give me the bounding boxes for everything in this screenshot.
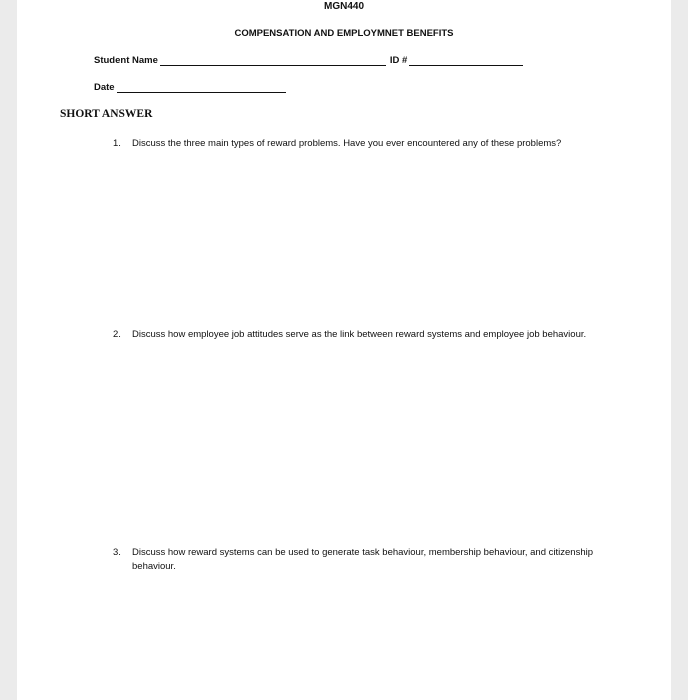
question-3 [113, 546, 593, 574]
date-line[interactable] [117, 82, 286, 93]
question-2 [113, 328, 593, 342]
question-text: Discuss how reward systems can be used to generate task behaviour, membership behaviour, and citizenship behaviour. [132, 547, 593, 572]
id-line[interactable] [409, 55, 523, 66]
id-label: ID # [389, 55, 408, 66]
student-name-label: Student Name [94, 55, 158, 66]
question-number: 3. [113, 547, 121, 558]
question-number: 2. [113, 329, 121, 340]
date-label: Date [94, 82, 115, 93]
question-text: Discuss how employee job attitudes serve as the link between reward systems and employee job behaviour. [132, 329, 587, 340]
question-text: Discuss the three main types of reward problems. Have you ever encountered any of these problems? [132, 138, 562, 149]
course-code: MGN440 [323, 1, 364, 12]
document-title: COMPENSATION AND EMPLOYMNET BENEFITS [234, 28, 454, 39]
date-field [94, 82, 286, 93]
question-1 [113, 137, 593, 151]
student-name-line[interactable] [160, 55, 386, 66]
student-name-field [94, 55, 523, 66]
section-title: SHORT ANSWER [60, 108, 153, 120]
document-page [17, 0, 671, 700]
question-number: 1. [113, 138, 121, 149]
